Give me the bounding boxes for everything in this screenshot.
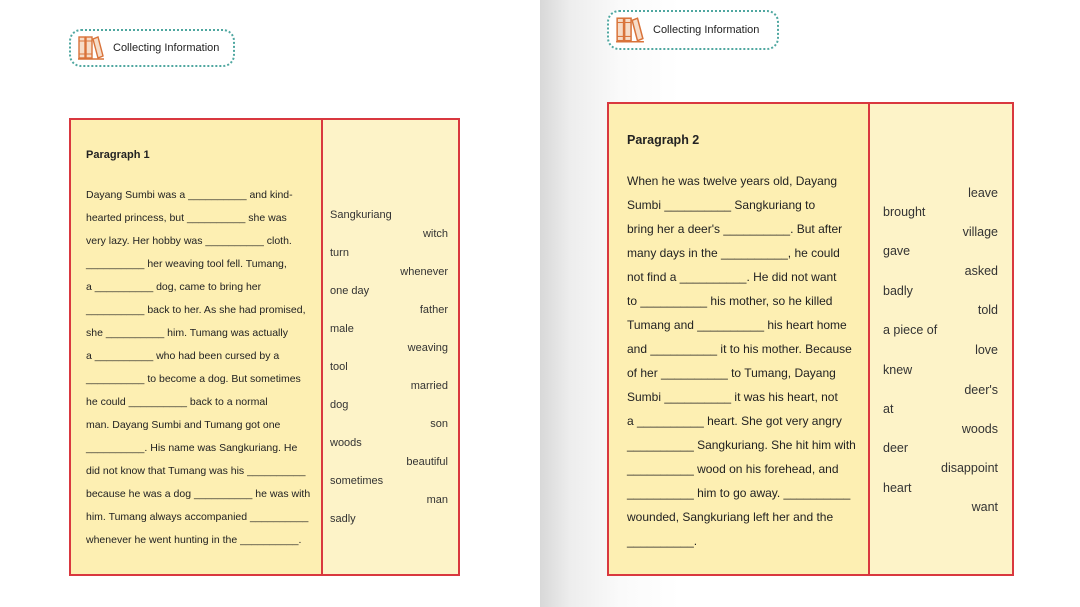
text-line: __________ her weaving tool fell. Tumang, [86,258,287,270]
word-bank-item: man [426,494,448,506]
text-line: did not know that Tumang was his __________ [86,465,306,477]
text-line: a __________ heart. She got very angry [627,414,842,428]
text-line: __________ to become a dog. But sometimes [86,373,301,385]
text-line: not find a __________. He did not want [627,270,837,284]
books-icon [77,35,105,61]
books-icon [615,16,645,44]
word-bank-item: told [977,303,998,317]
word-bank-item: a piece of [883,323,938,337]
word-bank-item: brought [883,205,926,219]
word-bank-item: asked [964,264,998,278]
paragraph-1-box [69,118,460,576]
text-line: __________ wood on his forehead, and [627,462,839,476]
text-line: a __________ dog, came to bring her [86,281,262,293]
text-line: hearted princess, but __________ she was [86,212,287,224]
word-bank-item: badly [883,284,913,298]
word-bank-item: Sangkuriang [330,209,392,221]
text-line: many days in the __________, he could [627,246,840,260]
text-line: he could __________ back to a normal [86,396,268,408]
text-line: of her __________ to Tumang, Dayang [627,366,836,380]
word-bank-item: turn [330,247,349,259]
collecting-information-badge [69,29,235,67]
word-bank-item: heart [883,481,912,495]
text-line: __________ him to go away. __________ [627,486,851,500]
text-line: Sumbi __________ Sangkuriang to [627,198,816,212]
word-bank-item: sometimes [330,475,384,487]
text-line: __________. His name was Sangkuriang. He [86,442,298,454]
text-line: him. Tumang always accompanied __________ [86,511,309,523]
word-bank-item: village [962,225,998,239]
text-line: a __________ who had been cursed by a [86,350,280,362]
text-line: Sumbi __________ it was his heart, not [627,390,838,404]
text-line: bring her a deer's __________. But after [627,222,843,236]
paragraph-1-text-column [71,120,323,574]
word-bank-item: one day [330,285,370,297]
word-bank-item: sadly [330,513,356,525]
word-bank-item: witch [422,228,448,240]
paragraph-2-text-column [609,104,870,574]
word-bank-item: at [883,402,894,416]
text-line: and __________ it to his mother. Because [627,342,852,356]
word-bank-item: beautiful [406,456,448,468]
word-bank-item: son [430,418,448,430]
text-line: Dayang Sumbi was a __________ and kind- [86,189,293,201]
text-line: because he was a dog __________ he was with [86,488,311,500]
word-bank-item: male [330,323,354,335]
text-line: When he was twelve years old, Dayang [627,174,838,188]
word-bank-item: deer's [964,383,998,397]
word-bank-item: disappoint [941,461,998,475]
collecting-information-badge [607,10,779,50]
paragraph-1-heading: Paragraph 1 [86,149,150,161]
text-line: Tumang and __________ his heart home [627,318,847,332]
word-bank-item: whenever [400,266,448,278]
paragraph-2-box [607,102,1014,576]
text-line: wounded, Sangkuriang left her and the [627,510,834,524]
word-bank-item: dog [330,399,349,411]
word-bank-item: father [419,304,448,316]
word-bank-item: love [975,343,998,357]
text-line: man. Dayang Sumbi and Tumang got one [86,419,281,431]
word-bank-item: woods [330,437,362,449]
word-bank-item: woods [961,422,998,436]
text-line: __________. [627,534,698,548]
badge-label: Collecting Information [113,42,220,54]
word-bank-item: weaving [407,342,448,354]
word-bank-item: married [410,380,448,392]
word-bank-item: deer [883,441,909,455]
word-bank-item: tool [330,361,348,373]
text-line: she __________ him. Tumang was actually [86,327,288,339]
word-bank-item: knew [883,363,913,377]
word-bank-item: leave [968,186,998,200]
word-bank-item: gave [883,244,911,258]
text-line: to __________ his mother, so he killed [627,294,833,308]
text-line: __________ Sangkuriang. She hit him with [627,438,856,452]
right-page [540,0,1080,607]
badge-label: Collecting Information [653,24,760,36]
word-bank-item: want [971,500,998,514]
text-line: very lazy. Her hobby was __________ cloth. [86,235,292,247]
text-line: whenever he went hunting in the __________. [86,534,302,546]
paragraph-2-heading: Paragraph 2 [627,133,700,147]
text-line: __________ back to her. As she had promised, [86,304,306,316]
